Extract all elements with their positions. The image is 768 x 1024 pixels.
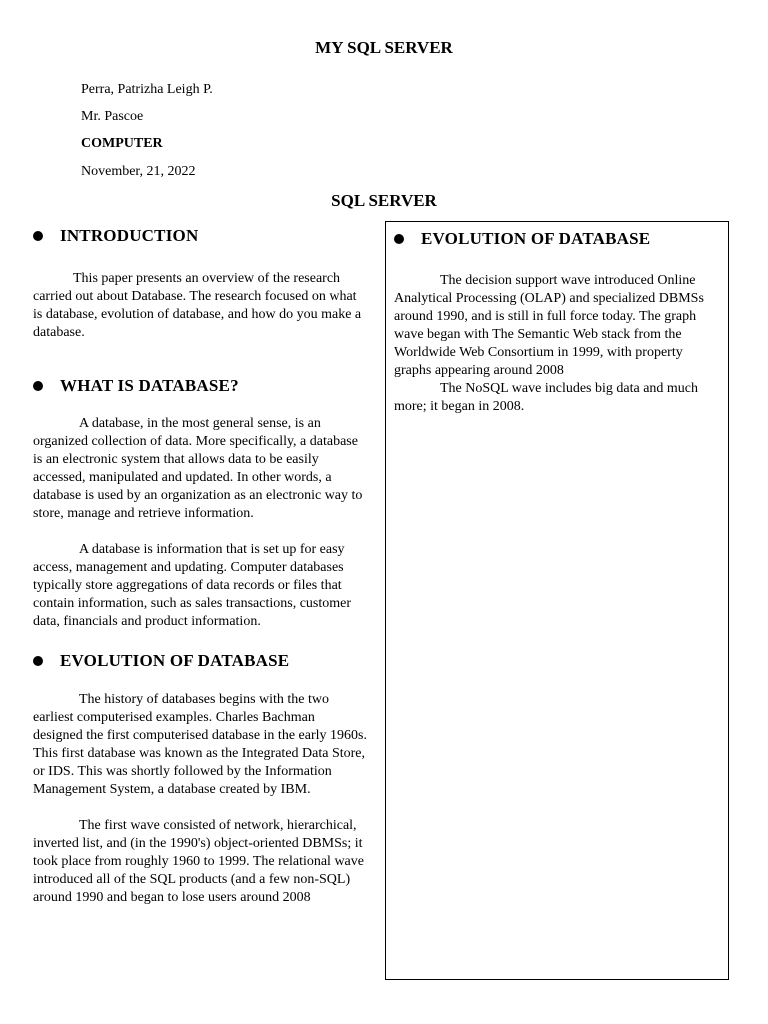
bullet-icon: [33, 656, 43, 666]
heading-text: EVOLUTION OF DATABASE: [60, 651, 290, 670]
introduction-paragraph: [33, 270, 367, 342]
paragraph-text: A database is information that is set up for easy access, management and updating. Computer databases typically store aggregations of data records or files that contain information, such as sales transactions, customer data, financials and product information.: [33, 542, 352, 629]
what-is-database-paragraph-2: [33, 541, 367, 631]
author-name: Perra, Patrizha Leigh P.: [81, 82, 213, 97]
bullet-icon: [33, 231, 43, 241]
right-column-box: [385, 221, 729, 980]
heading-text: INTRODUCTION: [60, 226, 199, 245]
document-date: November, 21, 2022: [81, 164, 196, 179]
evolution-paragraph-1: [33, 691, 367, 799]
evolution-heading: [33, 651, 367, 671]
what-is-database-heading: [33, 376, 367, 396]
paragraph-text: This paper presents an overview of the research carried out about Database. The research focused on what is database, evolution of database, and how do you make a database.: [33, 271, 362, 340]
left-column: [33, 226, 367, 907]
evolution-heading-continued: [394, 229, 718, 249]
right-paragraph-2: [394, 380, 718, 416]
subject-label: COMPUTER: [81, 136, 163, 151]
right-paragraph-1: [394, 272, 718, 380]
document-title: MY SQL SERVER: [315, 38, 453, 57]
paragraph-text: The first wave consisted of network, hierarchical, inverted list, and (in the 1990's) object-oriented DBMSs; it took place from roughly 1960 to 1999. The relational wave introduced all of the SQL products (and a few non-SQL) around 1990 and began to lose users around 2008: [33, 818, 364, 905]
paragraph-text: The decision support wave introduced Online Analytical Processing (OLAP) and specialized DBMSs around 1990, and is still in full force today. The graph wave began with The Semantic Web stack from the Worldwide Web Consortium in 1999, with property graphs appearing around 2008: [394, 273, 704, 378]
paragraph-text: A database, in the most general sense, is an organized collection of data. More specifically, a database is an electronic system that allows data to be easily accessed, manipulated and updated. In other words, a database is used by an organization as an electronic way to store, manage and retrieve information.: [33, 416, 363, 521]
bullet-icon: [33, 381, 43, 391]
what-is-database-paragraph-1: [33, 415, 367, 523]
bullet-icon: [394, 234, 404, 244]
heading-text: EVOLUTION OF DATABASE: [421, 229, 651, 248]
evolution-paragraph-2: [33, 817, 367, 907]
teacher-name: Mr. Pascoe: [81, 109, 144, 124]
heading-text: WHAT IS DATABASE?: [60, 376, 239, 395]
section-title: SQL SERVER: [331, 191, 437, 210]
introduction-heading: [33, 226, 367, 246]
paragraph-text: The history of databases begins with the two earliest computerised examples. Charles Bachman designed the first computerised database in the early 1960s. This first database was known as the Integrated Data Store, or IDS. This was shortly followed by the Information Management System, a database created by IBM.: [33, 692, 367, 797]
paragraph-text: The NoSQL wave includes big data and much more; it began in 2008.: [394, 381, 699, 414]
